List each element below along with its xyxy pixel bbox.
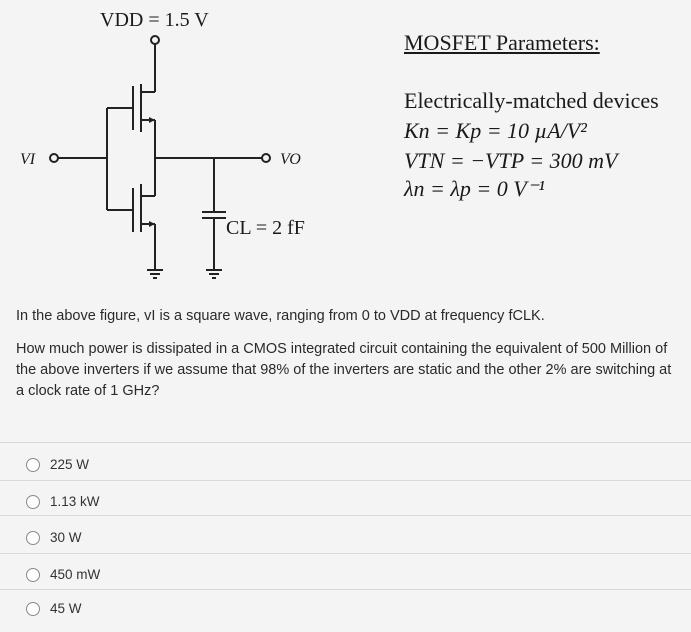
vdd-label: VDD = 1.5 V [100,9,209,31]
divider [0,480,691,481]
option-label: 30 W [50,530,82,545]
option-label: 450 mW [50,567,101,582]
capacitor-label: CL = 2 fF [226,217,305,239]
vdd-terminal [151,36,159,44]
answer-option[interactable] [26,457,89,472]
answer-option[interactable] [26,494,100,509]
divider [0,442,691,443]
answer-option[interactable] [26,601,82,616]
divider [0,515,691,516]
answer-option[interactable] [26,567,100,582]
input-terminal [50,154,58,162]
parameter-line: VTN = −VTP = 300 mV [404,148,618,173]
radio-button[interactable] [26,458,40,472]
parameter-line: Electrically-matched devices [404,88,659,113]
output-label: VO [280,151,301,168]
radio-button[interactable] [26,495,40,509]
output-terminal [262,154,270,162]
divider [0,589,691,590]
option-label: 225 W [50,457,90,472]
answer-option[interactable] [26,530,82,545]
parameters-title: MOSFET Parameters: [404,30,600,55]
input-label: VI [20,151,36,168]
question-body: How much power is dissipated in a CMOS integrated circuit containing the equivalent of 500 Million of the above inverters if we assume that 98% of the inverters are static and the other 2% are switching at a clock rate of 1 GHz? [16,341,672,399]
circuit-figure [0,0,691,290]
option-label: 1.13 kW [50,494,100,509]
radio-button[interactable] [26,531,40,545]
divider [0,553,691,554]
radio-button[interactable] [26,602,40,616]
option-label: 45 W [50,601,82,616]
parameter-line: Kn = Kp = 10 µA/V² [404,118,587,143]
question-intro: In the above figure, vI is a square wave, ranging from 0 to VDD at frequency fCLK. [16,308,545,324]
parameter-line: λn = λp = 0 V⁻¹ [404,176,545,201]
radio-button[interactable] [26,568,40,582]
